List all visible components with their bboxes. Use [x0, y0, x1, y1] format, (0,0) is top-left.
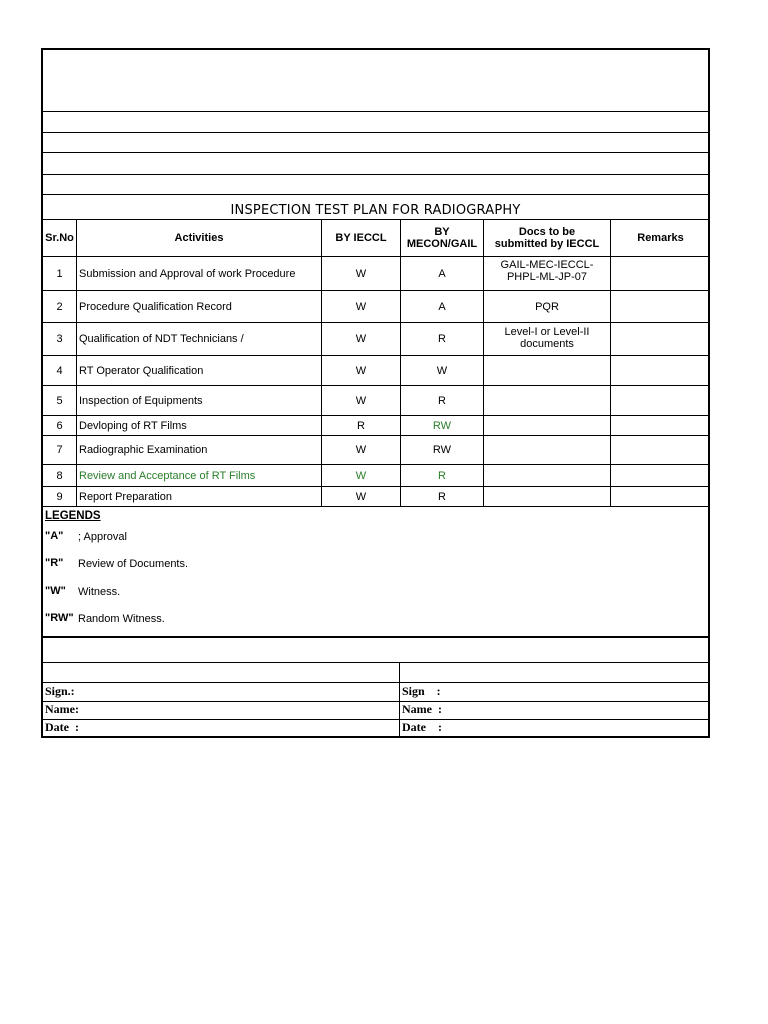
row-6-activity: Devloping of RT Films	[79, 419, 187, 432]
legend-value-w: Witness.	[78, 586, 121, 598]
row-9-docs	[484, 487, 610, 506]
row-8-docs	[484, 465, 610, 486]
date-label-right: Date :	[402, 720, 442, 734]
legend-value-a: ; Approval	[78, 531, 127, 543]
row-9-activity: Report Preparation	[79, 490, 172, 503]
row-6-ieccl: R	[357, 419, 365, 432]
legend-value-r: Review of Documents.	[78, 558, 189, 570]
row-5-ieccl: W	[355, 394, 367, 407]
row-divider	[43, 111, 708, 112]
row-7-activity: Radiographic Examination	[79, 444, 208, 456]
row-2-mecon: A	[438, 300, 446, 313]
section-divider	[43, 636, 708, 638]
row-7-no: 7	[56, 444, 63, 456]
row-1-no: 1	[56, 267, 63, 280]
row-3-docs: Level-I or Level-II documents	[504, 326, 590, 350]
row-1-docs: GAIL-MEC-IECCL-PHPL-ML-JP-07	[500, 259, 594, 283]
row-9-no: 9	[56, 490, 63, 503]
signature-divider	[399, 663, 400, 738]
row-1-mecon: A	[438, 267, 446, 280]
row-1-activity: Submission and Approval of work Procedure	[79, 267, 296, 280]
row-4-mecon: W	[436, 364, 448, 377]
inspection-sheet	[41, 48, 710, 738]
row-6-docs	[484, 416, 610, 435]
row-4-remarks	[611, 356, 710, 385]
header-docs: Docs to be submitted by IECCL	[494, 226, 600, 250]
row-divider	[43, 152, 708, 153]
row-3-no: 3	[56, 333, 63, 345]
name-label-right: Name :	[402, 702, 442, 716]
row-8-mecon: R	[438, 469, 446, 482]
row-6-no: 6	[56, 419, 63, 432]
row-1-remarks	[611, 257, 710, 290]
row-3-ieccl: W	[355, 333, 367, 345]
row-5-remarks	[611, 386, 710, 415]
row-2-activity: Procedure Qualification Record	[79, 300, 232, 313]
row-8-remarks	[611, 465, 710, 486]
legend-key-r: "R"	[45, 557, 64, 569]
row-8-activity: Review and Acceptance of RT Films	[79, 469, 256, 482]
row-3-mecon: R	[438, 333, 446, 345]
row-5-mecon: R	[438, 394, 446, 407]
header-by-mecon: BY MECON/GAIL	[406, 226, 478, 250]
row-2-ieccl: W	[355, 300, 367, 313]
date-label-left: Date :	[45, 720, 79, 734]
row-9-mecon: R	[438, 490, 446, 503]
sign-label-right: Sign :	[402, 684, 441, 698]
header-by-ieccl: BY IECCL	[335, 232, 387, 244]
table-bottom	[43, 506, 708, 507]
row-8-no: 8	[56, 469, 63, 482]
row-divider	[43, 682, 708, 683]
row-divider	[43, 701, 708, 702]
row-divider	[43, 132, 708, 133]
row-4-activity: RT Operator Qualification	[79, 364, 204, 377]
sign-label-left: Sign.:	[45, 684, 75, 698]
row-6-mecon: RW	[432, 419, 452, 432]
row-2-no: 2	[56, 300, 63, 313]
row-9-remarks	[611, 487, 710, 506]
row-2-remarks	[611, 291, 710, 322]
name-label-left: Name:	[45, 702, 79, 716]
header-srno: Sr.No	[45, 232, 74, 244]
row-divider	[43, 662, 708, 663]
legend-key-a: "A"	[45, 530, 64, 542]
row-7-remarks	[611, 436, 710, 464]
page-title: INSPECTION TEST PLAN FOR RADIOGRAPHY	[230, 203, 521, 218]
legend-key-rw: "RW"	[45, 612, 74, 624]
header-activities: Activities	[174, 232, 224, 244]
row-6-remarks	[611, 416, 710, 435]
row-9-ieccl: W	[355, 490, 367, 503]
row-divider	[43, 194, 708, 195]
row-3-activity: Qualification of NDT Technicians /	[79, 333, 244, 345]
row-7-docs	[484, 436, 610, 464]
row-5-activity: Inspection of Equipments	[79, 394, 203, 407]
row-4-no: 4	[56, 364, 63, 377]
row-7-ieccl: W	[355, 444, 367, 456]
row-5-docs	[484, 386, 610, 415]
legend-value-rw: Random Witness.	[78, 613, 165, 625]
row-5-no: 5	[56, 394, 63, 407]
row-7-mecon: RW	[432, 444, 452, 456]
legends-heading: LEGENDS	[45, 510, 101, 522]
row-4-ieccl: W	[355, 364, 367, 377]
row-8-ieccl: W	[355, 469, 367, 482]
legend-key-w: "W"	[45, 585, 66, 597]
header-remarks: Remarks	[637, 232, 684, 244]
row-3-remarks	[611, 323, 710, 355]
row-divider	[43, 719, 708, 720]
row-2-docs: PQR	[535, 300, 559, 313]
row-1-ieccl: W	[355, 267, 367, 280]
row-4-docs	[484, 356, 610, 385]
row-divider	[43, 174, 708, 175]
